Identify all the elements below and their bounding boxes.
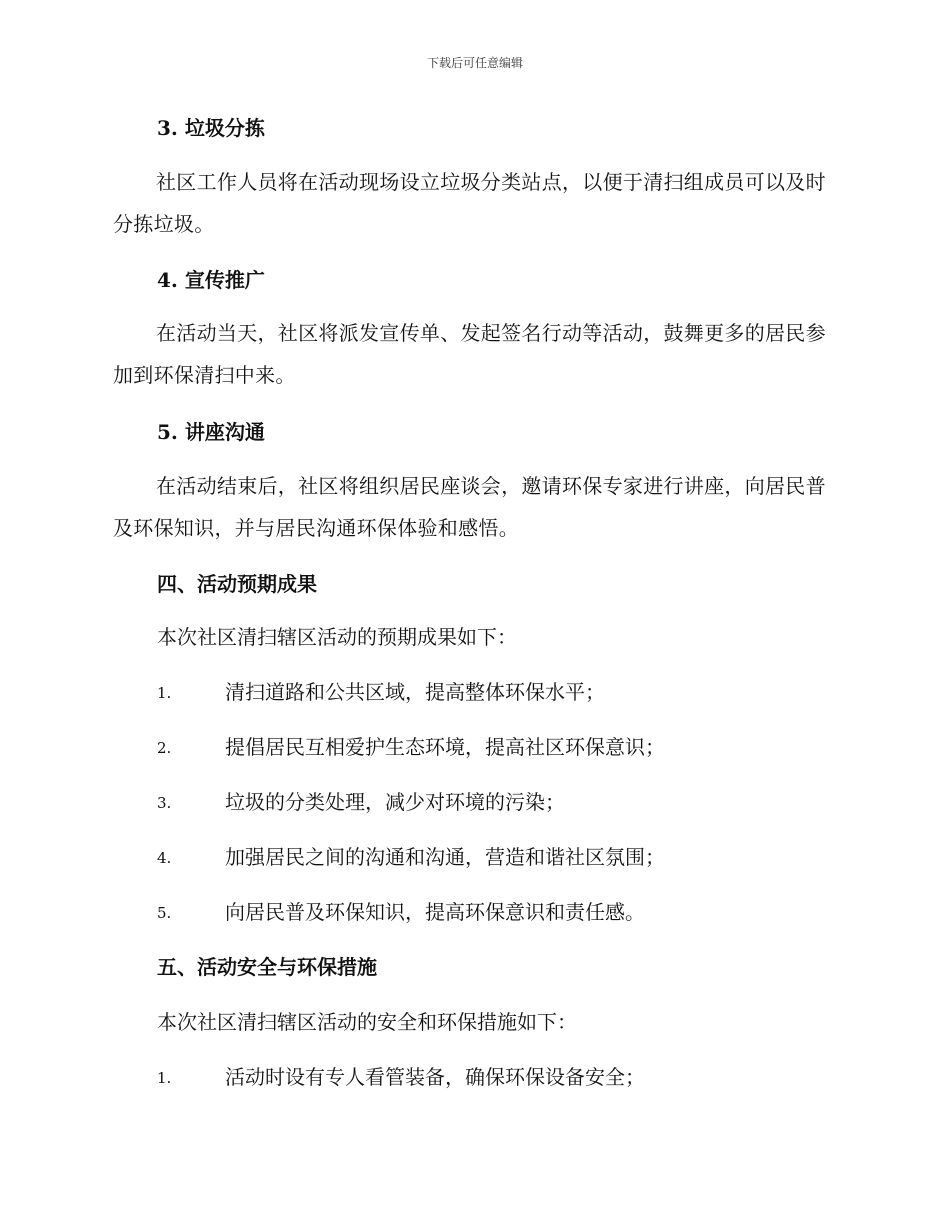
list-item-number: 1. [157,1069,172,1087]
paragraph-outcomes-intro: 本次社区清扫辖区活动的预期成果如下： [157,625,517,649]
section-heading-lecture: 5. 讲座沟通 [157,420,265,444]
section-heading-safety-measures: 五、活动安全与环保措施 [157,955,377,979]
list-item-number: 1. [157,684,172,702]
page-header: 下载后可任意编辑 [426,56,523,70]
paragraph-lecture: 在活动结束后，社区将组织居民座谈会，邀请环保专家进行讲座，向居民普及环保知识，并与居民沟通环保体验和感悟。 [113,474,826,540]
paragraph-garbage-sorting: 社区工作人员将在活动现场设立垃圾分类站点，以便于清扫组成员可以及时分拣垃圾。 [113,170,826,236]
paragraph-safety-intro: 本次社区清扫辖区活动的安全和环保措施如下： [157,1010,577,1034]
list-item-number: 2. [157,739,172,757]
section-heading-expected-outcomes: 四、活动预期成果 [157,572,317,596]
paragraph-promotion: 在活动当天，社区将派发宣传单、发起签名行动等活动，鼓舞更多的居民参加到环保清扫中来。 [113,321,826,387]
section-heading-promotion: 4. 宣传推广 [157,268,265,292]
list-item-text: 清扫道路和公共区域，提高整体环保水平； [225,680,605,704]
list-item-text: 加强居民之间的沟通和沟通，营造和谐社区氛围； [225,845,665,869]
list-item-number: 4. [157,849,172,867]
section-heading-garbage-sorting: 3. 垃圾分拣 [157,116,265,140]
list-item-text: 活动时设有专人看管装备，确保环保设备安全； [225,1065,645,1089]
list-item-text: 垃圾的分类处理，减少对环境的污染； [225,790,565,814]
list-item-text: 向居民普及环保知识，提高环保意识和责任感。 [225,900,645,924]
list-item-number: 3. [157,794,172,812]
list-item-text: 提倡居民互相爱护生态环境，提高社区环保意识； [225,735,665,759]
list-item-number: 5. [157,904,172,922]
